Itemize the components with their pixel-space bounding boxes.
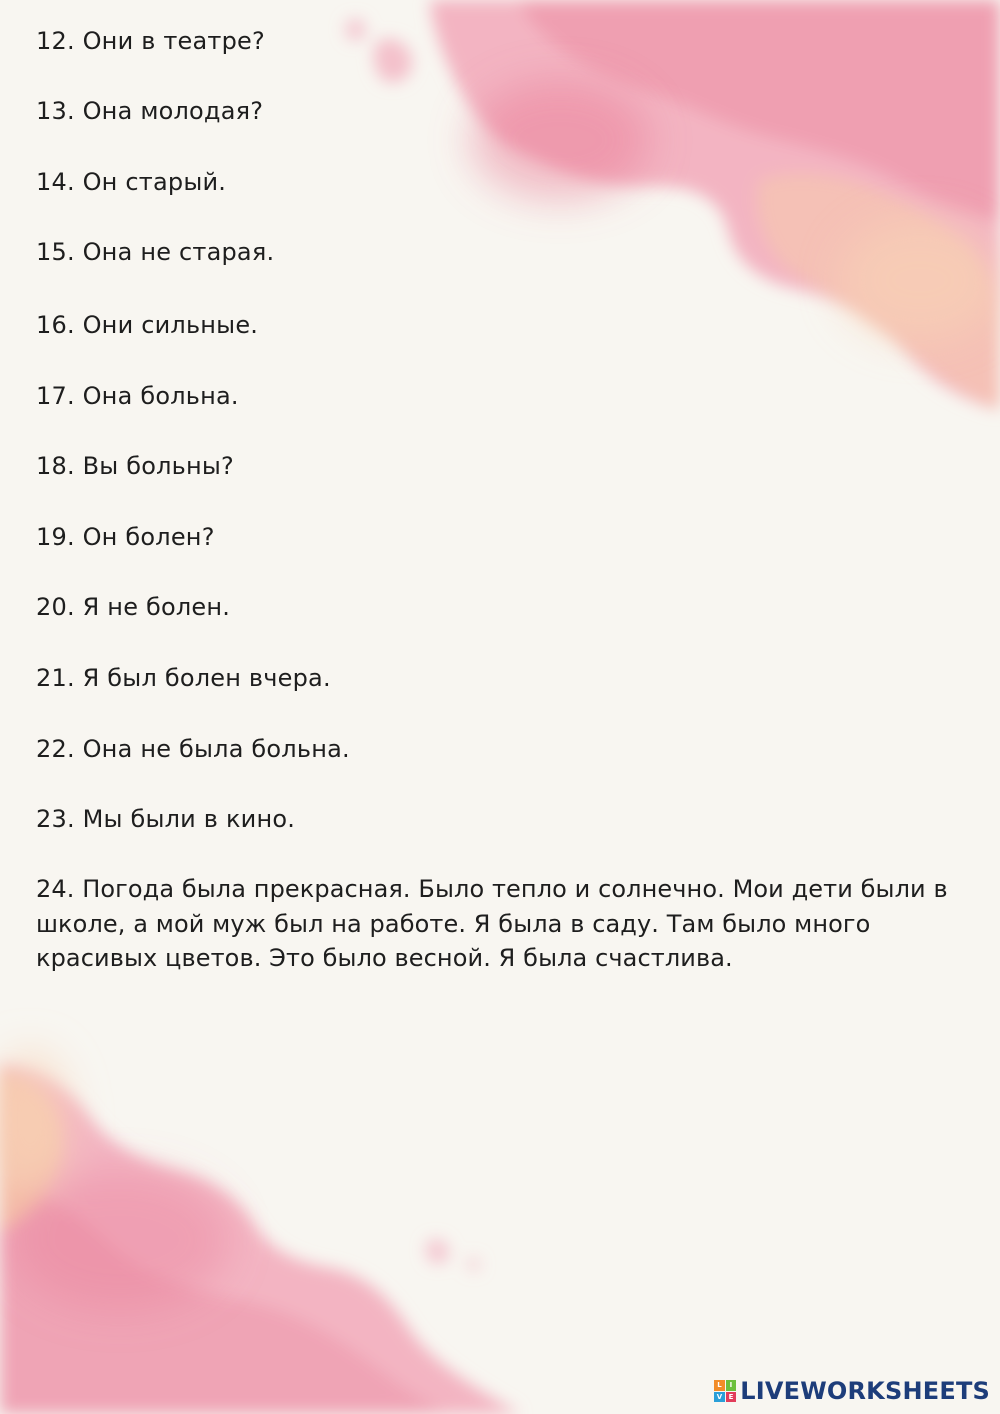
logo-mark-letter: L <box>714 1380 725 1391</box>
list-item: 15. Она не старая. <box>36 238 275 266</box>
list-item: 16. Они сильные. <box>36 311 259 339</box>
list-item: 17. Она больна. <box>36 382 239 410</box>
logo-mark-letter: V <box>714 1392 725 1403</box>
list-item: 20. Я не болен. <box>36 593 231 621</box>
logo-text: LIVEWORKSHEETS <box>740 1377 990 1405</box>
list-item: 21. Я был болен вчера. <box>36 664 331 692</box>
list-item: 22. Она не была больна. <box>36 735 350 763</box>
list-item: 14. Он старый. <box>36 168 227 196</box>
logo-mark-letter: I <box>726 1380 737 1391</box>
list-item: 19. Он болен? <box>36 523 215 551</box>
logo-mark-icon <box>714 1380 736 1402</box>
logo-mark-letter: E <box>726 1392 737 1403</box>
list-item: 18. Вы больны? <box>36 452 234 480</box>
list-item: 12. Они в театре? <box>36 27 265 55</box>
list-item: 23. Мы были в кино. <box>36 805 296 833</box>
liveworksheets-logo[interactable] <box>714 1376 990 1406</box>
paragraph-item: 24. Погода была прекрасная. Было тепло и солнечно. Мои дети были в школе, а мой муж был на работе. Я была в саду. Там было много красивых цветов. Это было весной. Я была счастлива. <box>36 875 948 972</box>
list-item: 13. Она молодая? <box>36 97 264 125</box>
